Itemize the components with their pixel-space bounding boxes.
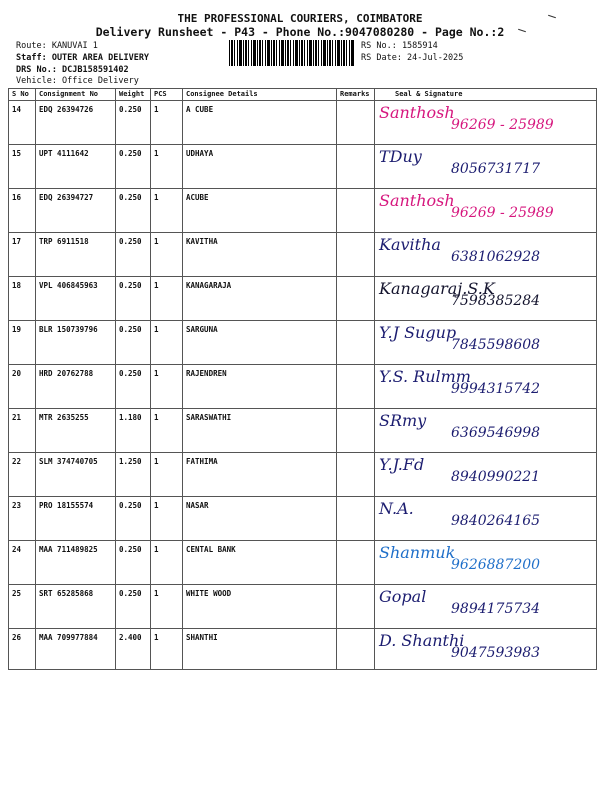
remarks-cell <box>337 277 375 321</box>
route-label: Route: KANUVAI 1 <box>16 41 98 51</box>
weight-value: 0.250 <box>116 541 151 585</box>
pieces-count: 1 <box>151 541 183 585</box>
table-row <box>9 497 597 541</box>
table-row <box>9 189 597 233</box>
runsheet-table <box>8 88 597 670</box>
weight-value: 1.180 <box>116 409 151 453</box>
serial-number: 17 <box>9 233 36 277</box>
table-row <box>9 365 597 409</box>
consignee-name: WHITE WOOD <box>183 585 337 629</box>
signature: Kanagaraj.S.K <box>379 279 495 298</box>
consignment-number: PRO 18155574 <box>36 497 116 541</box>
consignment-number: UPT 4111642 <box>36 145 116 189</box>
handwritten-phone: 9840264165 <box>451 513 541 529</box>
signature: TDuy <box>379 147 422 166</box>
column-header: Remarks <box>337 89 375 101</box>
signature: Santhosh <box>379 103 455 122</box>
pieces-count: 1 <box>151 497 183 541</box>
table-row <box>9 277 597 321</box>
consignee-name: UDHAYA <box>183 145 337 189</box>
consignee-name: ACUBE <box>183 189 337 233</box>
consignment-number: SLM 374740705 <box>36 453 116 497</box>
consignment-number: MAA 709977884 <box>36 629 116 670</box>
consignment-number: EDQ 26394727 <box>36 189 116 233</box>
signature: Gopal <box>379 587 427 606</box>
weight-value: 0.250 <box>116 101 151 145</box>
table-row <box>9 585 597 629</box>
column-header: Consignee Details <box>183 89 337 101</box>
consignee-name: KAVITHA <box>183 233 337 277</box>
table-row <box>9 409 597 453</box>
pieces-count: 1 <box>151 365 183 409</box>
column-header: Consignment No <box>36 89 116 101</box>
pieces-count: 1 <box>151 585 183 629</box>
serial-number: 19 <box>9 321 36 365</box>
column-header: Weight <box>116 89 151 101</box>
column-header: PCS <box>151 89 183 101</box>
weight-value: 0.250 <box>116 233 151 277</box>
handwritten-phone: 9626887200 <box>451 557 541 573</box>
serial-number: 25 <box>9 585 36 629</box>
consignment-number: TRP 6911518 <box>36 233 116 277</box>
signature-cell <box>375 365 597 409</box>
consignee-name: SARASWATHI <box>183 409 337 453</box>
table-row <box>9 629 597 670</box>
signature-cell <box>375 453 597 497</box>
pieces-count: 1 <box>151 629 183 670</box>
signature-cell <box>375 233 597 277</box>
weight-value: 0.250 <box>116 145 151 189</box>
serial-number: 26 <box>9 629 36 670</box>
runsheet-subtitle: Delivery Runsheet - P43 - Phone No.:9047080280 - Page No.:2 <box>95 25 505 39</box>
consignment-number: MTR 2635255 <box>36 409 116 453</box>
drs-label: DRS No.: DCJB158591402 <box>16 65 129 75</box>
handwritten-phone: 9047593983 <box>451 645 541 661</box>
signature-cell <box>375 321 597 365</box>
consignee-name: RAJENDREN <box>183 365 337 409</box>
table-body <box>9 101 597 670</box>
remarks-cell <box>337 321 375 365</box>
table-header-row <box>9 89 597 101</box>
table-row <box>9 541 597 585</box>
consignee-name: A CUBE <box>183 101 337 145</box>
remarks-cell <box>337 101 375 145</box>
consignment-number: EDQ 26394726 <box>36 101 116 145</box>
handwritten-phone: 6381062928 <box>451 249 541 265</box>
rs-number: RS No.: 1585914 <box>361 41 438 51</box>
weight-value: 1.250 <box>116 453 151 497</box>
consignee-name: SARGUNA <box>183 321 337 365</box>
serial-number: 22 <box>9 453 36 497</box>
remarks-cell <box>337 497 375 541</box>
consignee-name: SHANTHI <box>183 629 337 670</box>
barcode <box>229 40 355 66</box>
weight-value: 0.250 <box>116 365 151 409</box>
consignment-number: HRD 20762788 <box>36 365 116 409</box>
remarks-cell <box>337 629 375 670</box>
pieces-count: 1 <box>151 409 183 453</box>
handwritten-phone: 8056731717 <box>451 161 541 177</box>
remarks-cell <box>337 365 375 409</box>
pieces-count: 1 <box>151 321 183 365</box>
remarks-cell <box>337 409 375 453</box>
remarks-cell <box>337 189 375 233</box>
signature: Y.S. Rulmm <box>379 367 471 386</box>
serial-number: 15 <box>9 145 36 189</box>
weight-value: 0.250 <box>116 321 151 365</box>
handwritten-phone: 96269 - 25989 <box>451 205 554 221</box>
table-row <box>9 101 597 145</box>
signature: D. Shanthi <box>379 631 465 650</box>
signature-cell <box>375 629 597 670</box>
column-header: S No <box>9 89 36 101</box>
signature: Y.J Sugup <box>379 323 457 342</box>
weight-value: 0.250 <box>116 277 151 321</box>
signature-cell <box>375 277 597 321</box>
remarks-cell <box>337 453 375 497</box>
signature-cell <box>375 189 597 233</box>
serial-number: 18 <box>9 277 36 321</box>
signature: Y.J.Fd <box>379 455 425 474</box>
table-row <box>9 145 597 189</box>
pieces-count: 1 <box>151 189 183 233</box>
signature-cell <box>375 409 597 453</box>
signature: N.A. <box>379 499 414 518</box>
staff-label: Staff: OUTER AREA DELIVERY <box>16 53 150 63</box>
consignee-name: CENTAL BANK <box>183 541 337 585</box>
signature-cell <box>375 585 597 629</box>
serial-number: 24 <box>9 541 36 585</box>
table-row <box>9 233 597 277</box>
handwritten-phone: 6369546998 <box>451 425 541 441</box>
handwritten-phone: 9894175734 <box>451 601 541 617</box>
serial-number: 16 <box>9 189 36 233</box>
weight-value: 0.250 <box>116 189 151 233</box>
consignee-name: FATHIMA <box>183 453 337 497</box>
signature: Santhosh <box>379 191 455 210</box>
consignment-number: VPL 406845963 <box>36 277 116 321</box>
serial-number: 21 <box>9 409 36 453</box>
consignee-name: NASAR <box>183 497 337 541</box>
weight-value: 0.250 <box>116 585 151 629</box>
pieces-count: 1 <box>151 145 183 189</box>
consignment-number: BLR 150739796 <box>36 321 116 365</box>
column-header: Seal & Signature <box>375 89 597 101</box>
remarks-cell <box>337 145 375 189</box>
consignment-number: MAA 711489825 <box>36 541 116 585</box>
remarks-cell <box>337 585 375 629</box>
signature-cell <box>375 145 597 189</box>
signature-cell <box>375 541 597 585</box>
handwritten-phone: 9994315742 <box>451 381 541 397</box>
vehicle-label: Vehicle: Office Delivery <box>16 76 139 86</box>
handwritten-phone: 7598385284 <box>451 293 541 309</box>
serial-number: 23 <box>9 497 36 541</box>
pieces-count: 1 <box>151 233 183 277</box>
serial-number: 14 <box>9 101 36 145</box>
pieces-count: 1 <box>151 453 183 497</box>
consignment-number: SRT 65285868 <box>36 585 116 629</box>
pieces-count: 1 <box>151 277 183 321</box>
handwritten-phone: 8940990221 <box>451 469 541 485</box>
handwritten-phone: 96269 - 25989 <box>451 117 554 133</box>
weight-value: 2.400 <box>116 629 151 670</box>
pieces-count: 1 <box>151 101 183 145</box>
weight-value: 0.250 <box>116 497 151 541</box>
serial-number: 20 <box>9 365 36 409</box>
table-row <box>9 453 597 497</box>
signature: Kavitha <box>379 235 441 254</box>
rs-date: RS Date: 24-Jul-2025 <box>361 53 464 63</box>
company-title: THE PROFESSIONAL COURIERS, COIMBATORE <box>177 12 423 25</box>
remarks-cell <box>337 233 375 277</box>
handwritten-phone: 7845598608 <box>451 337 541 353</box>
signature-cell <box>375 101 597 145</box>
consignee-name: KANAGARAJA <box>183 277 337 321</box>
signature-cell <box>375 497 597 541</box>
signature: Shanmuk <box>379 543 456 562</box>
signature: SRmy <box>379 411 427 430</box>
remarks-cell <box>337 541 375 585</box>
table-row <box>9 321 597 365</box>
